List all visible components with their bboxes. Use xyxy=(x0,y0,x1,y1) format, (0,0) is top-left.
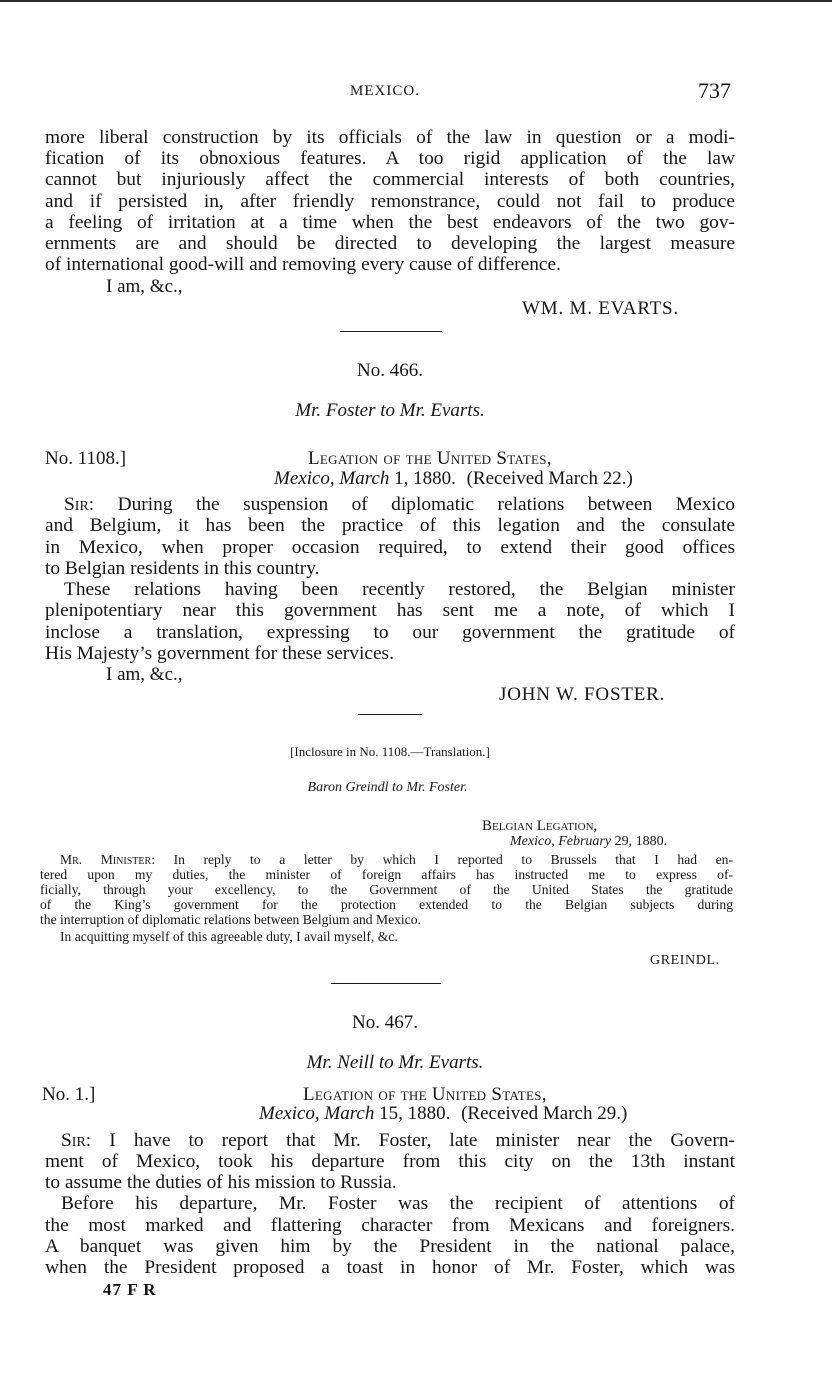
received-date: (Received March 22.) xyxy=(466,468,633,489)
body-line: A banquet was given him by the President in the national palace, xyxy=(45,1236,735,1257)
body-line: more liberal construction by its officials of the law in question or a modi- xyxy=(45,127,735,148)
received-date: (Received March 29.) xyxy=(461,1103,628,1124)
body-line: in Mexico, when proper occasion required, to extend their good offices xyxy=(45,537,735,558)
body-line: of international good-will and removing every cause of difference. xyxy=(45,254,561,275)
section-divider xyxy=(331,983,441,984)
letter-title: Mr. Neill to Mr. Evarts. xyxy=(306,1052,484,1073)
inclosure-line: tered upon my duties, the minister of foreign affairs has instructed me to express of- xyxy=(40,867,733,882)
inclosure-label: [Inclosure in No. 1108.—Translation.] xyxy=(290,744,490,759)
body-line: Sir: During the suspension of diplomatic relations between Mexico xyxy=(64,494,735,515)
belgian-legation-heading: Belgian Legation, xyxy=(482,818,598,834)
inclosure-line: of the King’s government for the protection extended to the Belgian subjects during xyxy=(40,897,733,912)
body-line: inclose a translation, expressing to our government the gratitude of xyxy=(45,622,735,643)
signature-evarts: WM. M. EVARTS. xyxy=(522,298,679,319)
body-line: plenipotentiary near this government has sent me a note, of which I xyxy=(45,600,735,621)
legation-heading: Legation of the United States, xyxy=(308,448,552,469)
salutation-word: Sir xyxy=(64,494,89,515)
body-line: to assume the duties of his mission to Russia. xyxy=(45,1172,397,1193)
letter-title: Mr. Foster to Mr. Evarts. xyxy=(295,400,485,421)
salutation-word: Sir xyxy=(61,1130,86,1151)
closing-salutation: I am, &c., xyxy=(106,276,183,297)
page-number: 737 xyxy=(698,78,731,103)
minister-salutation: Mr. Minister xyxy=(60,852,152,867)
body-line: Before his departure, Mr. Foster was the recipient of attentions of xyxy=(61,1193,735,1214)
inclosure-line: ficially, through your excellency, to the Government of the United States the gratitude xyxy=(40,882,733,897)
signature-foster: JOHN W. FOSTER. xyxy=(499,684,666,705)
running-header-title: MEXICO. xyxy=(350,83,420,99)
inclosure-place-date: Mexico, February 29, 1880. xyxy=(510,834,668,849)
body-line: Sir: I have to report that Mr. Foster, late minister near the Govern- xyxy=(61,1130,735,1151)
section-divider xyxy=(358,714,422,715)
body-line: and Belgium, it has been the practice of this legation and the consulate xyxy=(45,515,735,536)
inclosure-title: Baron Greindl to Mr. Foster. xyxy=(307,780,468,795)
document-number: No. 467. xyxy=(352,1012,418,1033)
place-date xyxy=(274,468,633,490)
body-line: cannot but injuriously affect the commercial interests of both countries, xyxy=(45,169,735,190)
document-number: No. 466. xyxy=(357,360,423,381)
dispatch-reference: No. 1108.] xyxy=(45,448,127,469)
body-line: the most marked and flattering character from Mexicans and foreigners. xyxy=(45,1215,735,1236)
signature-mark: 47 F R xyxy=(103,1280,157,1299)
body-line: and if persisted in, after friendly remonstrance, could not fail to produce xyxy=(45,191,735,212)
body-line: His Majesty’s government for these services. xyxy=(45,643,394,664)
inclosure-closing-line: In acquitting myself of this agreeable duty, I avail myself, &c. xyxy=(60,929,398,944)
closing-salutation: I am, &c., xyxy=(106,664,183,685)
signature-greindl: GREINDL. xyxy=(650,953,720,968)
body-line: to Belgian residents in this country. xyxy=(45,558,320,579)
place-date: Mexico, March 15, 1880. (Received March 29.) xyxy=(259,1103,628,1124)
body-line: These relations having been recently restored, the Belgian minister xyxy=(64,579,735,600)
body-line: ernments are and should be directed to developing the largest measure xyxy=(45,233,735,254)
dispatch-reference: No. 1.] xyxy=(42,1084,96,1105)
section-divider xyxy=(340,331,442,332)
body-line: fication of its obnoxious features. A too rigid application of the law xyxy=(45,148,735,169)
inclosure-line: the interruption of diplomatic relations between Belgium and Mexico. xyxy=(40,912,421,927)
body-line: when the President proposed a toast in honor of Mr. Foster, which was xyxy=(45,1257,735,1278)
body-line: ment of Mexico, took his departure from this city on the 13th instant xyxy=(45,1151,735,1172)
date-remainder: 1, 1880. xyxy=(394,468,456,489)
body-line: a feeling of irritation at a time when the best endeavors of the two gov- xyxy=(45,212,735,233)
inclosure-line: Mr. Minister: In reply to a letter by which I reported to Brussels that I had en- xyxy=(60,852,733,867)
place-date-italic: Mexico, March xyxy=(274,468,390,489)
legation-heading: Legation of the United States, xyxy=(303,1084,547,1105)
